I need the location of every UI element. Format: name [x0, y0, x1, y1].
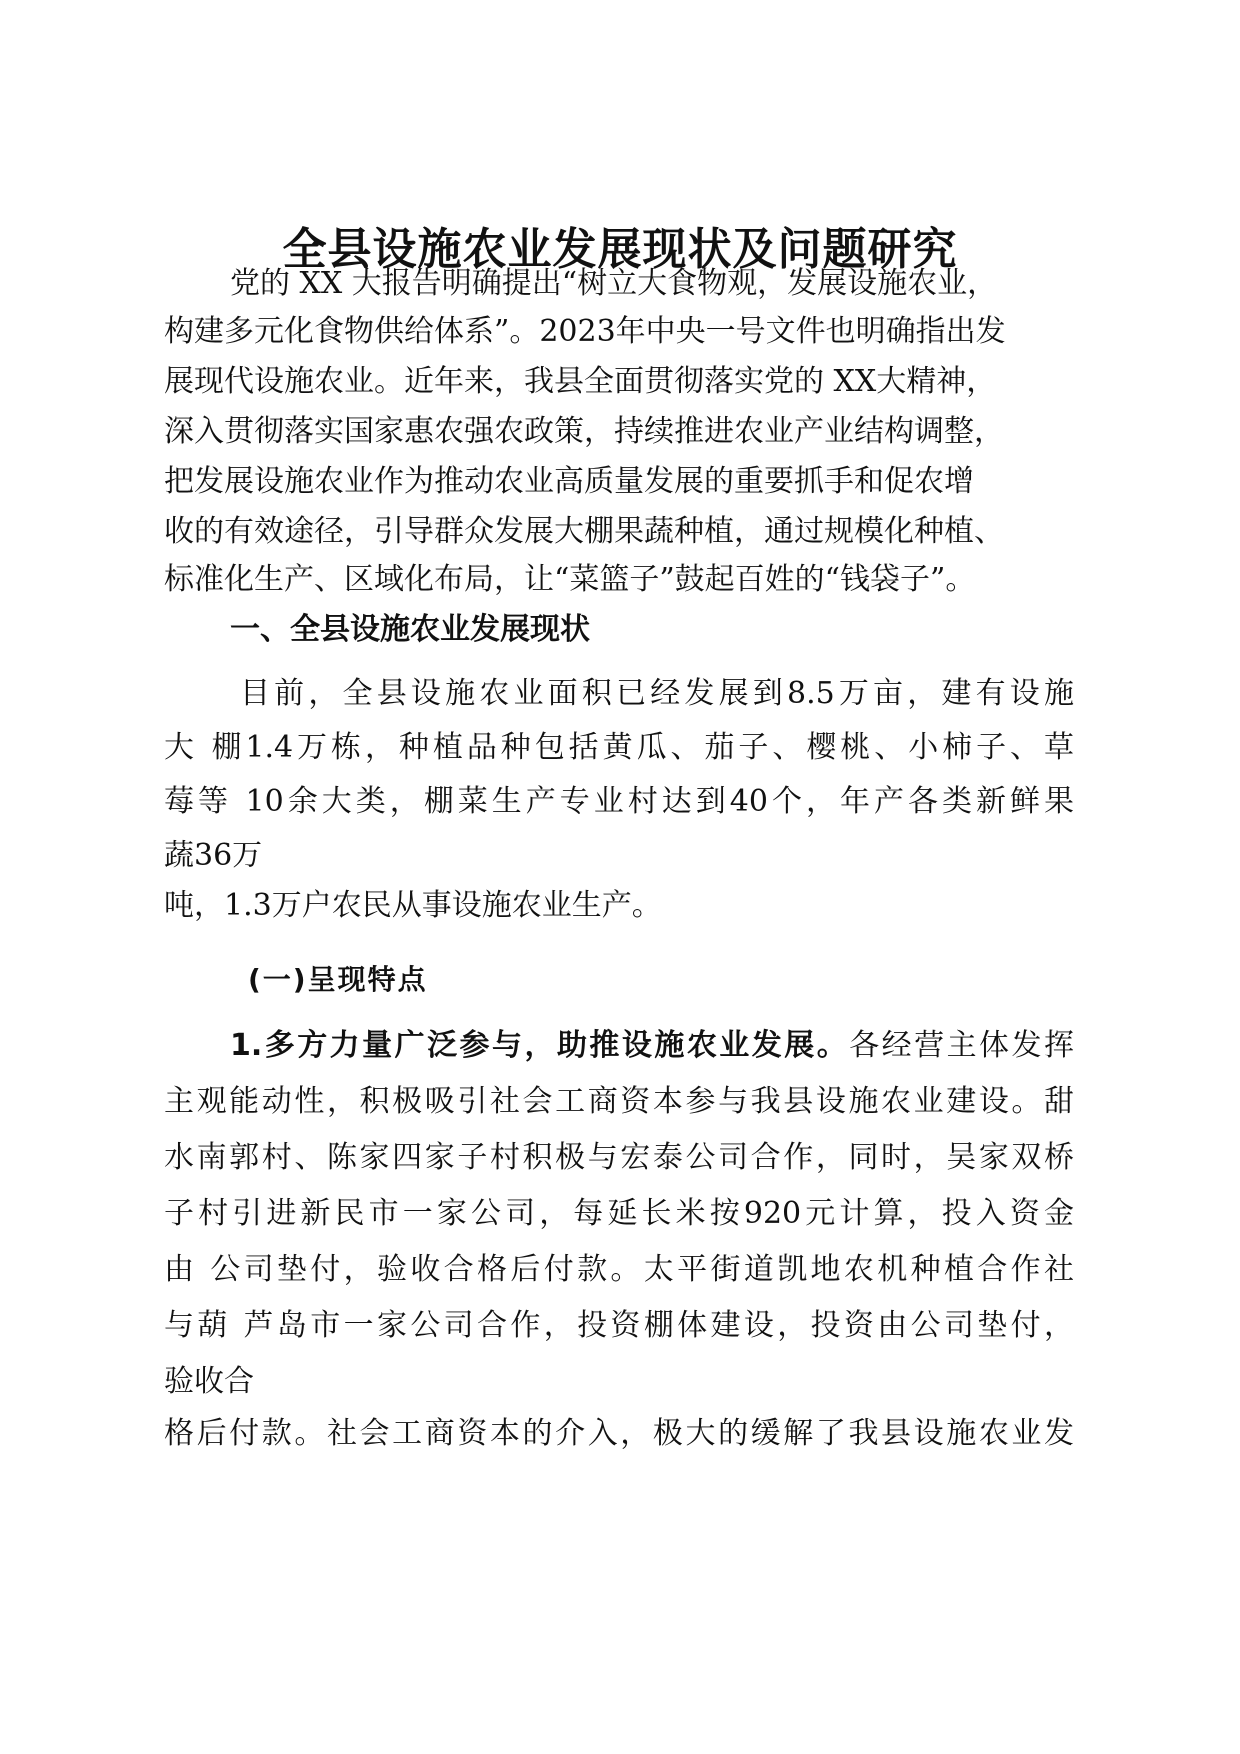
section-heading-1: 一、全县设施农业发展现状	[230, 612, 590, 647]
intro-line-2: 构建多元化食物供给体系”。2023年中央一号文件也明确指出发	[164, 314, 1006, 349]
intro-line-1: 党的 XX 大报告明确提出“树立大食物观，发展设施农业，	[230, 266, 998, 301]
section1-line-5: 吨，1.3万户农民从事设施农业生产。	[164, 888, 662, 923]
point1-lead: 1.多方力量广泛参与，助推设施农业发展。	[230, 1028, 850, 1063]
intro-line-4: 深入贯彻落实国家惠农强农政策，持续推进农业产业结构调整，	[164, 414, 1004, 449]
point1-line-6: 与葫 芦岛市一家公司合作，投资棚体建设，投资由公司垫付，	[164, 1308, 1074, 1343]
subsection-heading-1: (一)呈现特点	[248, 963, 428, 996]
point1-line-1-text: 各经营主体发挥	[849, 1028, 1074, 1063]
intro-line-3: 展现代设施农业。近年来，我县全面贯彻落实党的 XX大精神，	[164, 364, 997, 399]
intro-line-7: 标准化生产、区域化布局，让“菜篮子”鼓起百姓的“钱袋子”。	[164, 562, 976, 597]
intro-line-5: 把发展设施农业作为推动农业高质量发展的重要抓手和促农增	[164, 464, 974, 499]
point1-line-4: 子村引进新民市一家公司，每延长米按920元计算，投入资金	[164, 1196, 1074, 1231]
point1-line-1	[230, 1026, 1074, 1066]
point1-line-8: 格后付款。社会工商资本的介入，极大的缓解了我县设施农业发	[164, 1416, 1074, 1451]
point1-line-2: 主观能动性，积极吸引社会工商资本参与我县设施农业建设。甜	[164, 1084, 1074, 1119]
intro-line-6: 收的有效途径，引导群众发展大棚果蔬种植，通过规模化种植、	[164, 514, 1004, 549]
document-title: 全县设施农业发展现状及问题研究	[282, 224, 958, 275]
section1-line-4: 蔬36万	[164, 838, 263, 873]
section1-line-3: 莓等 10余大类，棚菜生产专业村达到40个，年产各类新鲜果	[164, 784, 1074, 819]
point1-line-7: 验收合	[164, 1364, 254, 1399]
point1-line-5: 由 公司垫付，验收合格后付款。太平街道凯地农机种植合作社	[164, 1252, 1074, 1287]
section1-line-2: 大 棚1.4万栋，种植品种包括黄瓜、茄子、樱桃、小柿子、草	[164, 730, 1074, 765]
section1-line-1: 目前，全县设施农业面积已经发展到8.5万亩，建有设施	[240, 676, 1074, 711]
point1-line-3: 水南郭村、陈家四家子村积极与宏泰公司合作，同时，吴家双桥	[164, 1140, 1074, 1175]
